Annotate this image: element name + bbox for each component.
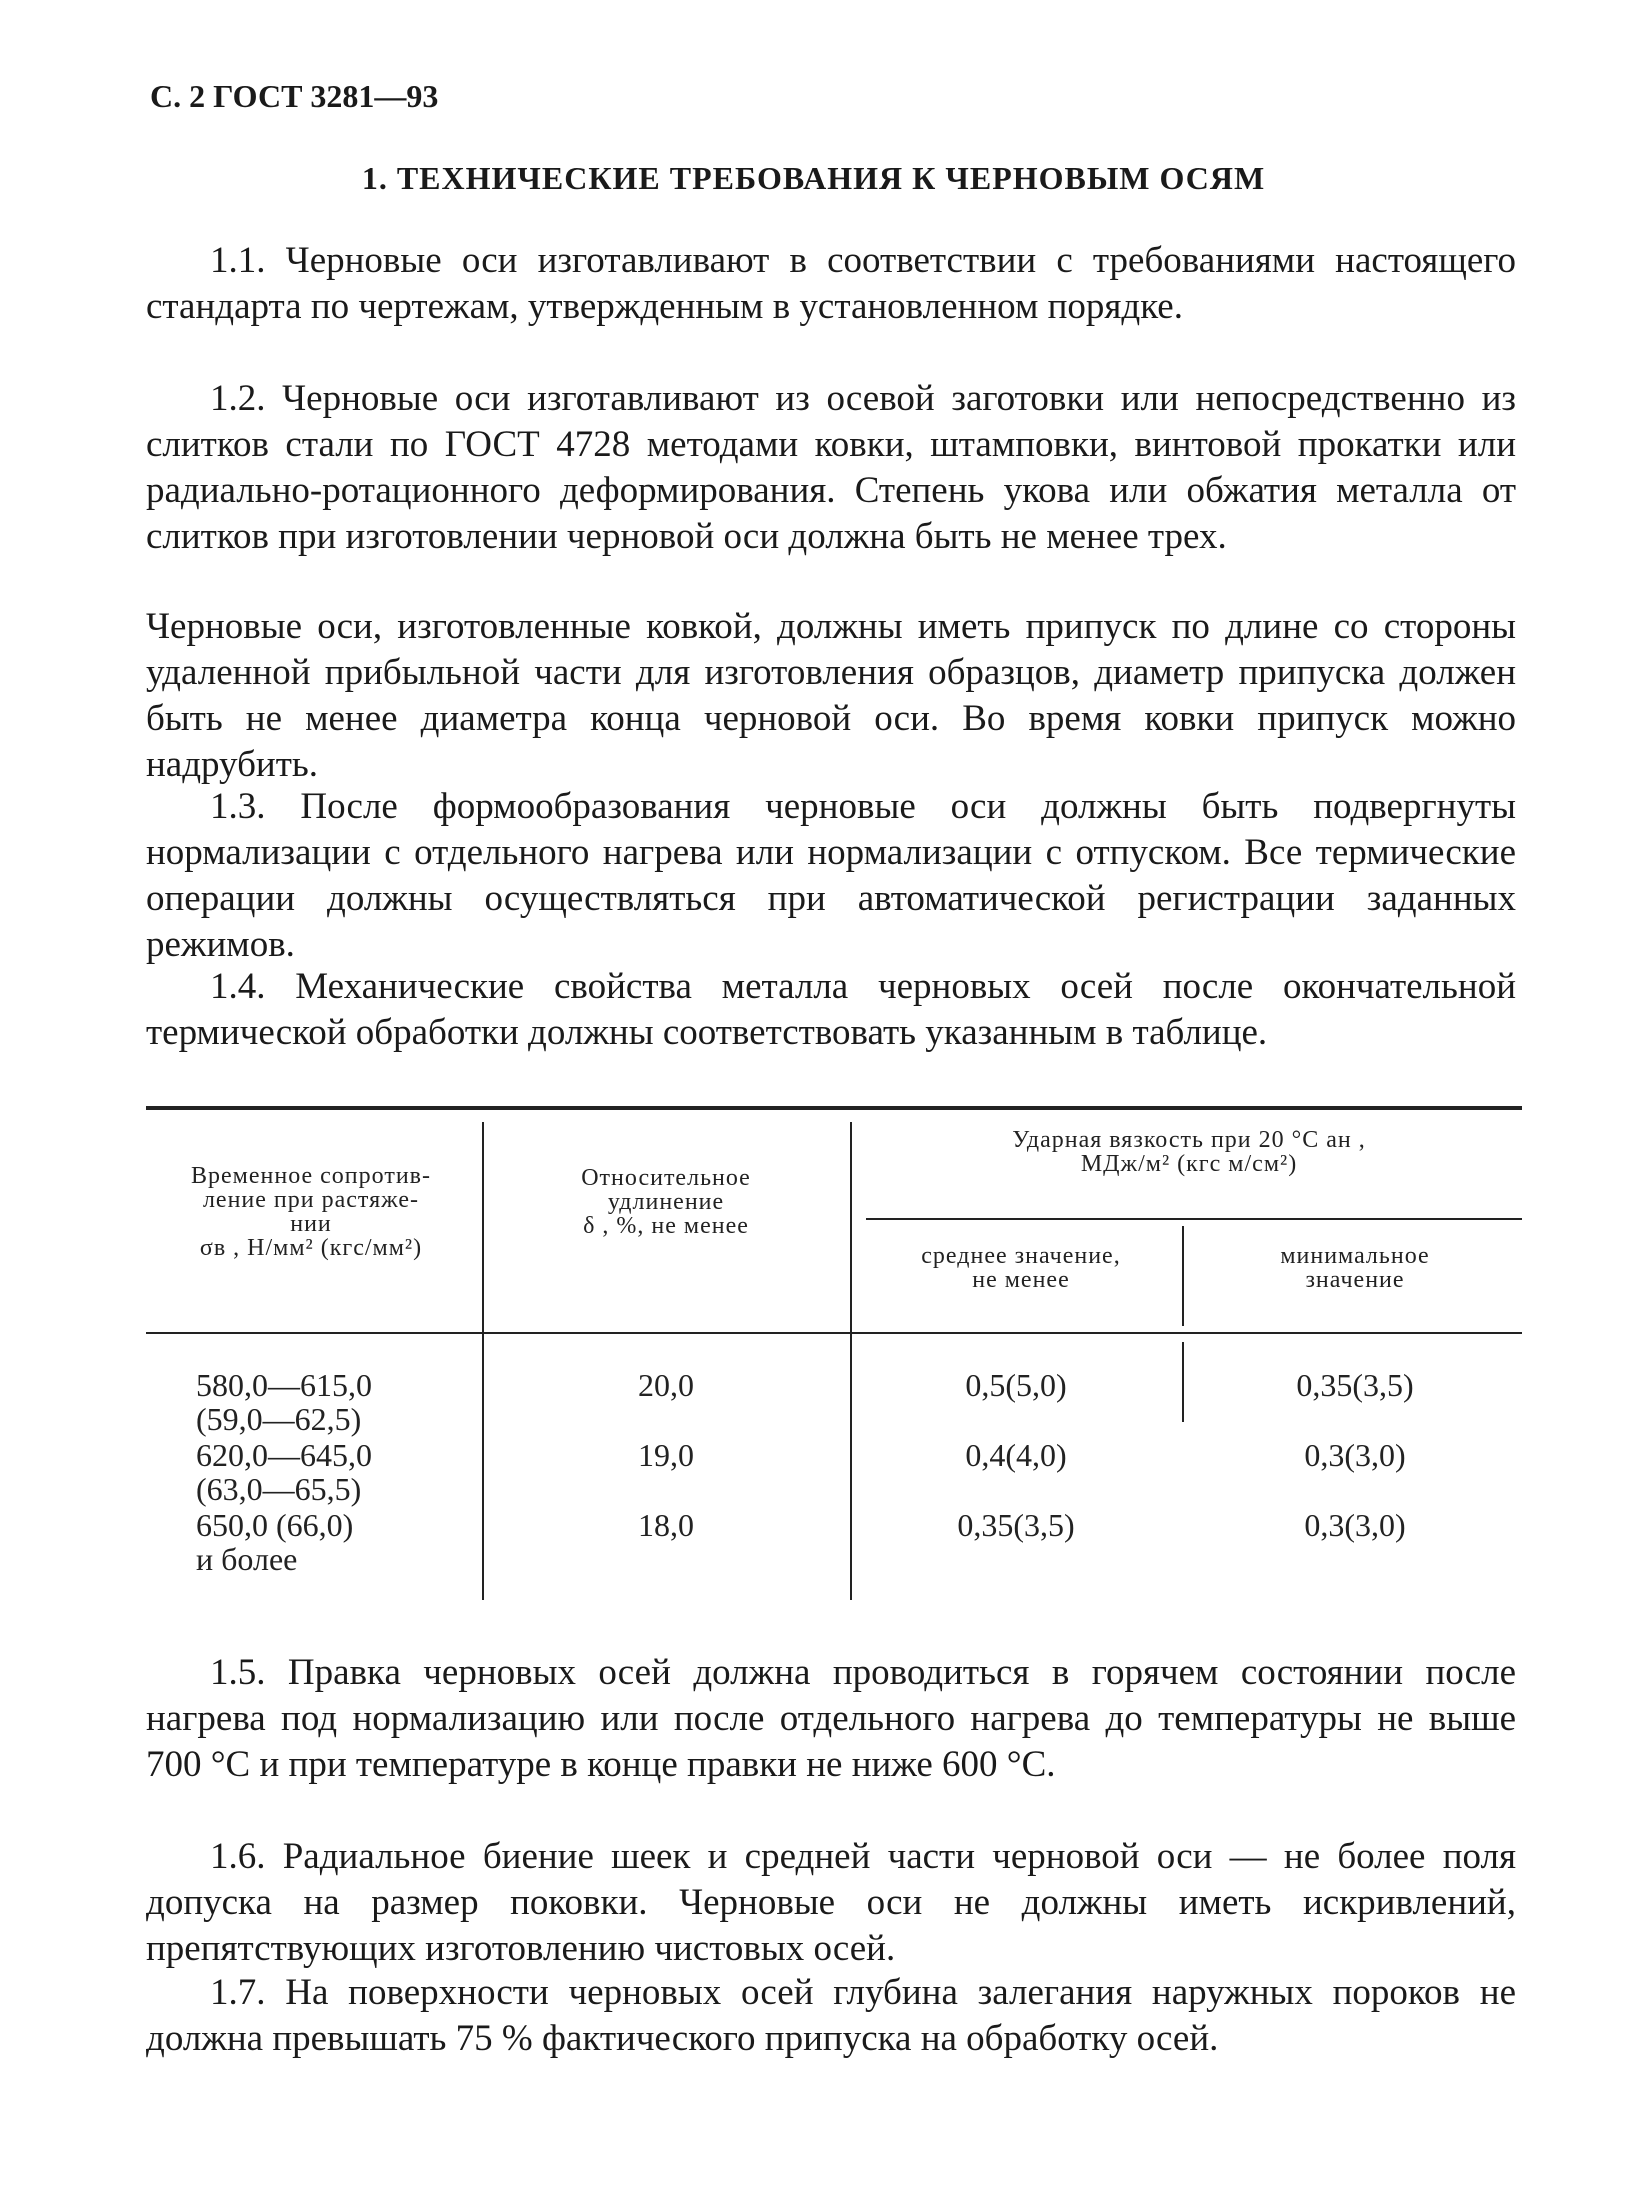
row-1-strength-kgf: (59,0—62,5) (196, 1401, 362, 1437)
table-vline-2 (850, 1122, 852, 1600)
table-row-2-strength (196, 1438, 372, 1506)
header-impact-toughness (856, 1128, 1522, 1176)
header-min-line-2: значение (1305, 1267, 1405, 1293)
paragraph-1-4: 1.4. Механические свойства металла черновых осей после окончательной термической обработки должны соответствовать указанным в таблице. (146, 966, 1516, 1053)
table-row-2-min: 0,3(3,0) (1304, 1437, 1406, 1473)
table-vline-1 (482, 1122, 484, 1600)
table-row-2-elongation: 19,0 (638, 1437, 694, 1473)
section-title: 1. ТЕХНИЧЕСКИЕ ТРЕБОВАНИЯ К ЧЕРНОВЫМ ОСЯМ (361, 160, 1266, 196)
paragraph-1-2-continued: Черновые оси, изготовленные ковкой, должны иметь припуск по длине со стороны удаленной прибыльной части для изготовления образцов, диаметр припуска должен быть не менее диаметра конца черновой оси. Во время ковки припуск можно надрубить. (146, 606, 1516, 785)
mechanical-properties-table (146, 1106, 1522, 1616)
header-impact-line-2: МДж/м² (кгс м/см²) (1080, 1151, 1298, 1177)
paragraph-1-1: 1.1. Черновые оси изготавливают в соответствии с требованиями настоящего стандарта по чертежам, утвержденным в установленном порядке. (146, 240, 1516, 327)
paragraph-1-5: 1.5. Правка черновых осей должна проводиться в горячем состоянии после нагрева под нормализацию или после отдельного нагрева до температуры не выше 700 °С и при температуре в конце правки не ниже 600 °С. (146, 1652, 1516, 1785)
header-min-line-1: минимальное (1280, 1243, 1430, 1269)
header-elongation (486, 1166, 846, 1238)
header-tensile-strength (146, 1164, 476, 1260)
table-row-1-min: 0,35(3,5) (1296, 1367, 1414, 1403)
table-row-1-strength (196, 1368, 372, 1436)
table-vline-3 (1182, 1226, 1184, 1326)
paragraph-1-3: 1.3. После формообразования черновые оси должны быть подвергнуты нормализации с отдельного нагрева или нормализации с отпуском. Все термические операции должны осуществляться при автоматической регистрации заданных режимов. (146, 786, 1516, 965)
header-elongation-line-3: δ , %, не менее (583, 1213, 749, 1239)
header-min-value (1188, 1244, 1522, 1292)
header-elongation-line-1: Относительное (581, 1165, 751, 1191)
table-top-rule (146, 1106, 1522, 1110)
header-tensile-line-1: Временное сопротив- (191, 1163, 431, 1189)
row-2-strength-mpa: 620,0—645,0 (196, 1437, 372, 1473)
table-header-rule (146, 1332, 1522, 1334)
header-tensile-line-3: нии (290, 1211, 332, 1237)
header-mean-value (866, 1244, 1176, 1292)
header-mean-line-2: не менее (972, 1267, 1070, 1293)
header-mean-line-1: среднее значение, (921, 1243, 1121, 1269)
paragraph-1-7: 1.7. На поверхности черновых осей глубина залегания наружных пороков не должна превышать 75 % фактического припуска на обработку осей. (146, 1972, 1516, 2059)
row-2-strength-kgf: (63,0—65,5) (196, 1471, 362, 1507)
page-header: С. 2 ГОСТ 3281—93 (150, 78, 439, 114)
paragraph-1-6: 1.6. Радиальное биение шеек и средней части черновой оси — не более поля допуска на размер поковки. Черновые оси не должны иметь искривлений, препятствующих изготовлению чистовых осей. (146, 1836, 1516, 1969)
table-row-3-mean: 0,35(3,5) (957, 1507, 1075, 1543)
table-vline-3-body (1182, 1342, 1184, 1422)
table-row-1-mean: 0,5(5,0) (965, 1367, 1067, 1403)
header-impact-line-1: Ударная вязкость при 20 °С aн , (1012, 1127, 1366, 1153)
row-3-strength-kgf: и более (196, 1541, 298, 1577)
table-row-2-mean: 0,4(4,0) (965, 1437, 1067, 1473)
header-elongation-line-2: удлинение (607, 1189, 725, 1215)
paragraph-1-2: 1.2. Черновые оси изготавливают из осевой заготовки или непосредственно из слитков стали по ГОСТ 4728 методами ковки, штамповки, винтовой прокатки или радиально-ротационного деформирования. Степень укова или обжатия металла от слитков при изготовлении черновой оси должна быть не менее трех. (146, 378, 1516, 557)
header-tensile-line-2: ление при растяже- (202, 1187, 420, 1213)
row-3-strength-mpa: 650,0 (66,0) (196, 1507, 354, 1543)
table-row-3-elongation: 18,0 (638, 1507, 694, 1543)
table-subheader-rule (866, 1218, 1522, 1220)
table-row-1-elongation: 20,0 (638, 1367, 694, 1403)
table-row-3-min: 0,3(3,0) (1304, 1507, 1406, 1543)
header-tensile-line-4: σв , Н/мм² (кгс/мм²) (199, 1235, 423, 1261)
table-row-3-strength (196, 1508, 353, 1576)
row-1-strength-mpa: 580,0—615,0 (196, 1367, 372, 1403)
